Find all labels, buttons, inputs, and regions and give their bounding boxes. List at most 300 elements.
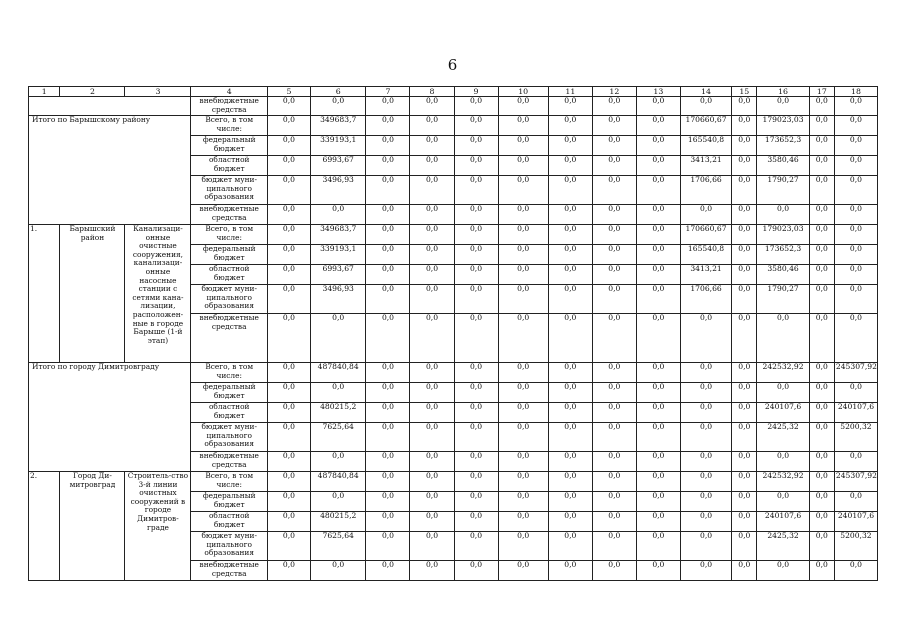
- value-cell: 0,0: [636, 403, 680, 423]
- value-cell: 487840,84: [310, 472, 366, 492]
- value-cell: 0,0: [366, 225, 410, 245]
- value-cell: 0,0: [454, 116, 498, 136]
- funding-source-cell: областной бюджет: [191, 403, 268, 423]
- value-cell: 0,0: [636, 225, 680, 245]
- value-cell: 0,0: [548, 136, 592, 156]
- value-cell: 0,0: [454, 452, 498, 472]
- column-number-cell: 14: [680, 87, 731, 97]
- value-cell: 339193,1: [310, 245, 366, 265]
- value-cell: 0,0: [732, 512, 757, 532]
- value-cell: 0,0: [548, 423, 592, 452]
- value-cell: 0,0: [454, 403, 498, 423]
- value-cell: 0,0: [498, 363, 548, 383]
- value-cell: 0,0: [410, 532, 454, 561]
- funding-source-cell: Всего, в том числе:: [191, 363, 268, 383]
- value-cell: 0,0: [732, 136, 757, 156]
- value-cell: 0,0: [592, 383, 636, 403]
- value-cell: 0,0: [809, 97, 834, 116]
- value-cell: 0,0: [592, 205, 636, 225]
- value-cell: 240107,6: [757, 512, 809, 532]
- value-cell: 0,0: [548, 97, 592, 116]
- value-cell: 0,0: [592, 156, 636, 176]
- value-cell: 0,0: [498, 245, 548, 265]
- value-cell: 0,0: [680, 205, 731, 225]
- value-cell: 0,0: [680, 383, 731, 403]
- value-cell: 0,0: [366, 116, 410, 136]
- value-cell: 0,0: [809, 561, 834, 581]
- value-cell: 0,0: [498, 561, 548, 581]
- value-cell: 0,0: [267, 363, 310, 383]
- value-cell: 0,0: [834, 383, 877, 403]
- value-cell: 0,0: [732, 314, 757, 363]
- value-cell: 0,0: [310, 492, 366, 512]
- value-cell: 0,0: [410, 245, 454, 265]
- value-cell: 0,0: [592, 492, 636, 512]
- value-cell: 0,0: [366, 205, 410, 225]
- value-cell: 0,0: [732, 97, 757, 116]
- value-cell: 240107,6: [757, 403, 809, 423]
- value-cell: 0,0: [732, 492, 757, 512]
- value-cell: 0,0: [636, 176, 680, 205]
- value-cell: 0,0: [680, 472, 731, 492]
- value-cell: 0,0: [809, 265, 834, 285]
- value-cell: 0,0: [809, 116, 834, 136]
- value-cell: 0,0: [267, 176, 310, 205]
- value-cell: 0,0: [498, 265, 548, 285]
- value-cell: 0,0: [310, 97, 366, 116]
- value-cell: 240107,6: [834, 403, 877, 423]
- value-cell: 0,0: [834, 116, 877, 136]
- value-cell: 480215,2: [310, 403, 366, 423]
- funding-source-cell: Всего, в том числе:: [191, 225, 268, 245]
- value-cell: 0,0: [410, 363, 454, 383]
- value-cell: 0,0: [680, 363, 731, 383]
- value-cell: 0,0: [636, 561, 680, 581]
- value-cell: 0,0: [410, 472, 454, 492]
- funding-source-cell: внебюджетные средства: [191, 205, 268, 225]
- value-cell: 0,0: [267, 314, 310, 363]
- value-cell: 0,0: [636, 383, 680, 403]
- value-cell: 0,0: [592, 423, 636, 452]
- value-cell: 0,0: [548, 403, 592, 423]
- value-cell: 179023,03: [757, 116, 809, 136]
- value-cell: 242532,92: [757, 472, 809, 492]
- value-cell: 0,0: [809, 314, 834, 363]
- funding-source-cell: Всего, в том числе:: [191, 472, 268, 492]
- column-number-cell: 7: [366, 87, 410, 97]
- value-cell: 0,0: [548, 285, 592, 314]
- value-cell: 0,0: [809, 136, 834, 156]
- empty-cell: [29, 97, 191, 116]
- funding-source-cell: областной бюджет: [191, 156, 268, 176]
- column-number-cell: 3: [125, 87, 191, 97]
- value-cell: 165540,8: [680, 136, 731, 156]
- value-cell: 0,0: [454, 156, 498, 176]
- value-cell: 5200,32: [834, 532, 877, 561]
- value-cell: 0,0: [454, 383, 498, 403]
- value-cell: 0,0: [366, 156, 410, 176]
- value-cell: 0,0: [592, 532, 636, 561]
- value-cell: 0,0: [548, 245, 592, 265]
- value-cell: 0,0: [310, 452, 366, 472]
- value-cell: 0,0: [732, 176, 757, 205]
- value-cell: 0,0: [809, 472, 834, 492]
- funding-source-cell: внебюджетные средства: [191, 561, 268, 581]
- value-cell: 0,0: [410, 561, 454, 581]
- value-cell: 6993,67: [310, 265, 366, 285]
- column-number-cell: 15: [732, 87, 757, 97]
- value-cell: 0,0: [366, 423, 410, 452]
- value-cell: 0,0: [592, 97, 636, 116]
- value-cell: 0,0: [454, 245, 498, 265]
- value-cell: 0,0: [809, 423, 834, 452]
- value-cell: 0,0: [498, 285, 548, 314]
- table-body: [29, 87, 878, 581]
- value-cell: 0,0: [267, 532, 310, 561]
- value-cell: 0,0: [592, 561, 636, 581]
- value-cell: 0,0: [410, 97, 454, 116]
- value-cell: 0,0: [366, 561, 410, 581]
- value-cell: 1790,27: [757, 285, 809, 314]
- value-cell: 0,0: [636, 285, 680, 314]
- value-cell: 0,0: [732, 532, 757, 561]
- funding-source-cell: областной бюджет: [191, 512, 268, 532]
- value-cell: 0,0: [732, 116, 757, 136]
- value-cell: 0,0: [732, 285, 757, 314]
- value-cell: 0,0: [636, 116, 680, 136]
- value-cell: 0,0: [834, 176, 877, 205]
- value-cell: 0,0: [410, 116, 454, 136]
- value-cell: 0,0: [548, 265, 592, 285]
- value-cell: 0,0: [548, 561, 592, 581]
- value-cell: 3580,46: [757, 156, 809, 176]
- value-cell: 0,0: [267, 512, 310, 532]
- column-number-cell: 13: [636, 87, 680, 97]
- value-cell: 7625,64: [310, 423, 366, 452]
- funding-source-cell: федеральный бюджет: [191, 245, 268, 265]
- value-cell: 0,0: [732, 205, 757, 225]
- value-cell: 0,0: [636, 136, 680, 156]
- value-cell: 0,0: [498, 116, 548, 136]
- value-cell: 0,0: [548, 116, 592, 136]
- value-cell: 0,0: [809, 452, 834, 472]
- value-cell: 0,0: [592, 245, 636, 265]
- value-cell: 3496,93: [310, 176, 366, 205]
- value-cell: 0,0: [809, 285, 834, 314]
- value-cell: 0,0: [732, 156, 757, 176]
- value-cell: 0,0: [809, 383, 834, 403]
- column-number-cell: 12: [592, 87, 636, 97]
- value-cell: 0,0: [548, 205, 592, 225]
- value-cell: 0,0: [834, 225, 877, 245]
- funding-source-cell: бюджет муни-ципального образования: [191, 532, 268, 561]
- value-cell: 0,0: [592, 512, 636, 532]
- value-cell: 0,0: [454, 472, 498, 492]
- value-cell: 0,0: [732, 403, 757, 423]
- district-total-label: Итого по Барышскому району: [29, 116, 191, 225]
- value-cell: 0,0: [454, 136, 498, 156]
- value-cell: 0,0: [757, 383, 809, 403]
- value-cell: 0,0: [410, 225, 454, 245]
- value-cell: 0,0: [366, 532, 410, 561]
- value-cell: 0,0: [592, 176, 636, 205]
- header-row: [29, 87, 878, 97]
- value-cell: 0,0: [834, 156, 877, 176]
- value-cell: 0,0: [548, 512, 592, 532]
- value-cell: 0,0: [636, 245, 680, 265]
- value-cell: 170660,67: [680, 225, 731, 245]
- district-name-cell: Барышский район: [60, 225, 125, 363]
- value-cell: 0,0: [834, 205, 877, 225]
- value-cell: 0,0: [592, 225, 636, 245]
- table-row: [29, 97, 878, 116]
- value-cell: 0,0: [592, 314, 636, 363]
- value-cell: 0,0: [267, 265, 310, 285]
- value-cell: 0,0: [267, 285, 310, 314]
- value-cell: 0,0: [732, 225, 757, 245]
- value-cell: 173652,3: [757, 245, 809, 265]
- value-cell: 165540,8: [680, 245, 731, 265]
- column-number-cell: 10: [498, 87, 548, 97]
- value-cell: 0,0: [454, 97, 498, 116]
- value-cell: 0,0: [636, 472, 680, 492]
- city-total-label: Итого по городу Димитровграду: [29, 363, 191, 472]
- value-cell: 0,0: [548, 532, 592, 561]
- value-cell: 3413,21: [680, 156, 731, 176]
- value-cell: 0,0: [680, 97, 731, 116]
- value-cell: 0,0: [366, 97, 410, 116]
- district-name-cell: Город Ди-митровград: [60, 472, 125, 581]
- value-cell: 0,0: [732, 245, 757, 265]
- value-cell: 0,0: [636, 452, 680, 472]
- value-cell: 0,0: [834, 561, 877, 581]
- funding-source-cell: бюджет муни-ципального образования: [191, 176, 268, 205]
- value-cell: 0,0: [454, 532, 498, 561]
- funding-source-cell: областной бюджет: [191, 265, 268, 285]
- value-cell: 0,0: [809, 176, 834, 205]
- value-cell: 0,0: [410, 265, 454, 285]
- funding-source-cell: внебюджетные средства: [191, 314, 268, 363]
- value-cell: 0,0: [757, 561, 809, 581]
- value-cell: 0,0: [809, 512, 834, 532]
- value-cell: 0,0: [548, 492, 592, 512]
- value-cell: 0,0: [548, 225, 592, 245]
- value-cell: 0,0: [410, 512, 454, 532]
- value-cell: 0,0: [267, 205, 310, 225]
- value-cell: 0,0: [636, 363, 680, 383]
- value-cell: 240107,6: [834, 512, 877, 532]
- value-cell: 0,0: [732, 383, 757, 403]
- value-cell: 0,0: [498, 156, 548, 176]
- value-cell: 0,0: [267, 403, 310, 423]
- object-name-cell: Строитель-ство 3-й линии очистных сооружений в городе Димитров-граде: [125, 472, 191, 581]
- value-cell: 0,0: [636, 532, 680, 561]
- value-cell: 0,0: [680, 314, 731, 363]
- value-cell: 0,0: [366, 403, 410, 423]
- value-cell: 173652,3: [757, 136, 809, 156]
- value-cell: 0,0: [636, 265, 680, 285]
- value-cell: 0,0: [410, 314, 454, 363]
- value-cell: 0,0: [267, 116, 310, 136]
- value-cell: 245307,92: [834, 472, 877, 492]
- value-cell: 0,0: [834, 314, 877, 363]
- value-cell: 0,0: [410, 285, 454, 314]
- value-cell: 0,0: [267, 156, 310, 176]
- value-cell: 0,0: [757, 97, 809, 116]
- value-cell: 0,0: [680, 561, 731, 581]
- value-cell: 0,0: [636, 492, 680, 512]
- value-cell: 0,0: [267, 561, 310, 581]
- value-cell: 0,0: [548, 472, 592, 492]
- column-number-cell: 9: [454, 87, 498, 97]
- value-cell: 0,0: [548, 363, 592, 383]
- value-cell: 0,0: [267, 136, 310, 156]
- value-cell: 0,0: [592, 363, 636, 383]
- value-cell: 0,0: [366, 472, 410, 492]
- item-number-cell: 2.: [29, 472, 60, 581]
- value-cell: 0,0: [680, 492, 731, 512]
- value-cell: 2425,32: [757, 532, 809, 561]
- value-cell: 349683,7: [310, 225, 366, 245]
- column-number-cell: 5: [267, 87, 310, 97]
- value-cell: 0,0: [732, 423, 757, 452]
- value-cell: 0,0: [809, 245, 834, 265]
- value-cell: 0,0: [454, 285, 498, 314]
- value-cell: 0,0: [498, 225, 548, 245]
- value-cell: 0,0: [267, 383, 310, 403]
- value-cell: 0,0: [454, 561, 498, 581]
- value-cell: 0,0: [757, 314, 809, 363]
- value-cell: 0,0: [592, 472, 636, 492]
- column-number-cell: 8: [410, 87, 454, 97]
- table-row: [29, 116, 878, 136]
- value-cell: 0,0: [592, 452, 636, 472]
- value-cell: 0,0: [548, 452, 592, 472]
- value-cell: 0,0: [410, 176, 454, 205]
- value-cell: 0,0: [366, 285, 410, 314]
- value-cell: 0,0: [454, 492, 498, 512]
- value-cell: 0,0: [498, 205, 548, 225]
- value-cell: 0,0: [809, 363, 834, 383]
- value-cell: 0,0: [498, 97, 548, 116]
- value-cell: 0,0: [834, 492, 877, 512]
- column-number-cell: 1: [29, 87, 60, 97]
- value-cell: 0,0: [267, 245, 310, 265]
- value-cell: 1706,66: [680, 285, 731, 314]
- value-cell: 0,0: [636, 512, 680, 532]
- value-cell: 0,0: [680, 403, 731, 423]
- value-cell: 0,0: [267, 225, 310, 245]
- column-number-cell: 6: [310, 87, 366, 97]
- value-cell: 3413,21: [680, 265, 731, 285]
- value-cell: 0,0: [636, 97, 680, 116]
- value-cell: 0,0: [592, 116, 636, 136]
- value-cell: 7625,64: [310, 532, 366, 561]
- funding-source-cell: бюджет муни-ципального образования: [191, 423, 268, 452]
- value-cell: 0,0: [548, 176, 592, 205]
- value-cell: 0,0: [834, 136, 877, 156]
- value-cell: 0,0: [680, 423, 731, 452]
- value-cell: 0,0: [498, 452, 548, 472]
- value-cell: 0,0: [757, 205, 809, 225]
- table-row: [29, 363, 878, 383]
- column-number-cell: 11: [548, 87, 592, 97]
- value-cell: 0,0: [410, 423, 454, 452]
- value-cell: 2425,32: [757, 423, 809, 452]
- value-cell: 0,0: [498, 403, 548, 423]
- value-cell: 0,0: [267, 97, 310, 116]
- value-cell: 0,0: [757, 492, 809, 512]
- funding-source-cell: внебюджетные средства: [191, 452, 268, 472]
- value-cell: 0,0: [498, 136, 548, 156]
- value-cell: 0,0: [366, 492, 410, 512]
- value-cell: 0,0: [592, 136, 636, 156]
- object-name-cell: Канализаци-онные очистные сооружения, канализаци-онные насосные станции с сетями кана-лизации, расположен-ные в городе Барыше (1-й этап): [125, 225, 191, 363]
- value-cell: 0,0: [498, 472, 548, 492]
- value-cell: 3496,93: [310, 285, 366, 314]
- value-cell: 0,0: [809, 205, 834, 225]
- value-cell: 0,0: [310, 383, 366, 403]
- value-cell: 0,0: [498, 492, 548, 512]
- column-number-cell: 18: [834, 87, 877, 97]
- value-cell: 0,0: [834, 265, 877, 285]
- value-cell: 0,0: [410, 205, 454, 225]
- value-cell: 339193,1: [310, 136, 366, 156]
- value-cell: 0,0: [757, 452, 809, 472]
- value-cell: 170660,67: [680, 116, 731, 136]
- value-cell: 0,0: [809, 532, 834, 561]
- value-cell: 0,0: [366, 176, 410, 205]
- value-cell: 0,0: [636, 423, 680, 452]
- value-cell: 0,0: [267, 452, 310, 472]
- table-row: [29, 225, 878, 245]
- funding-source-cell: внебюджетные средства: [191, 97, 268, 116]
- value-cell: 0,0: [310, 561, 366, 581]
- value-cell: 0,0: [732, 363, 757, 383]
- value-cell: 0,0: [366, 452, 410, 472]
- value-cell: 0,0: [454, 176, 498, 205]
- value-cell: 0,0: [636, 314, 680, 363]
- value-cell: 1706,66: [680, 176, 731, 205]
- budget-table-container: [28, 86, 878, 581]
- value-cell: 0,0: [592, 265, 636, 285]
- value-cell: 0,0: [310, 205, 366, 225]
- value-cell: 0,0: [834, 97, 877, 116]
- value-cell: 0,0: [809, 403, 834, 423]
- value-cell: 0,0: [366, 512, 410, 532]
- value-cell: 0,0: [410, 492, 454, 512]
- page-number: 6: [447, 56, 458, 74]
- value-cell: 0,0: [410, 156, 454, 176]
- column-number-cell: 17: [809, 87, 834, 97]
- value-cell: 0,0: [548, 314, 592, 363]
- value-cell: 1790,27: [757, 176, 809, 205]
- value-cell: 0,0: [809, 156, 834, 176]
- column-number-cell: 16: [757, 87, 809, 97]
- value-cell: 0,0: [410, 403, 454, 423]
- value-cell: 349683,7: [310, 116, 366, 136]
- value-cell: 3580,46: [757, 265, 809, 285]
- column-number-cell: 4: [191, 87, 268, 97]
- value-cell: 0,0: [410, 452, 454, 472]
- value-cell: 0,0: [366, 265, 410, 285]
- funding-source-cell: федеральный бюджет: [191, 136, 268, 156]
- value-cell: 0,0: [267, 492, 310, 512]
- value-cell: 0,0: [548, 383, 592, 403]
- value-cell: 0,0: [410, 136, 454, 156]
- value-cell: 0,0: [680, 512, 731, 532]
- value-cell: 0,0: [366, 314, 410, 363]
